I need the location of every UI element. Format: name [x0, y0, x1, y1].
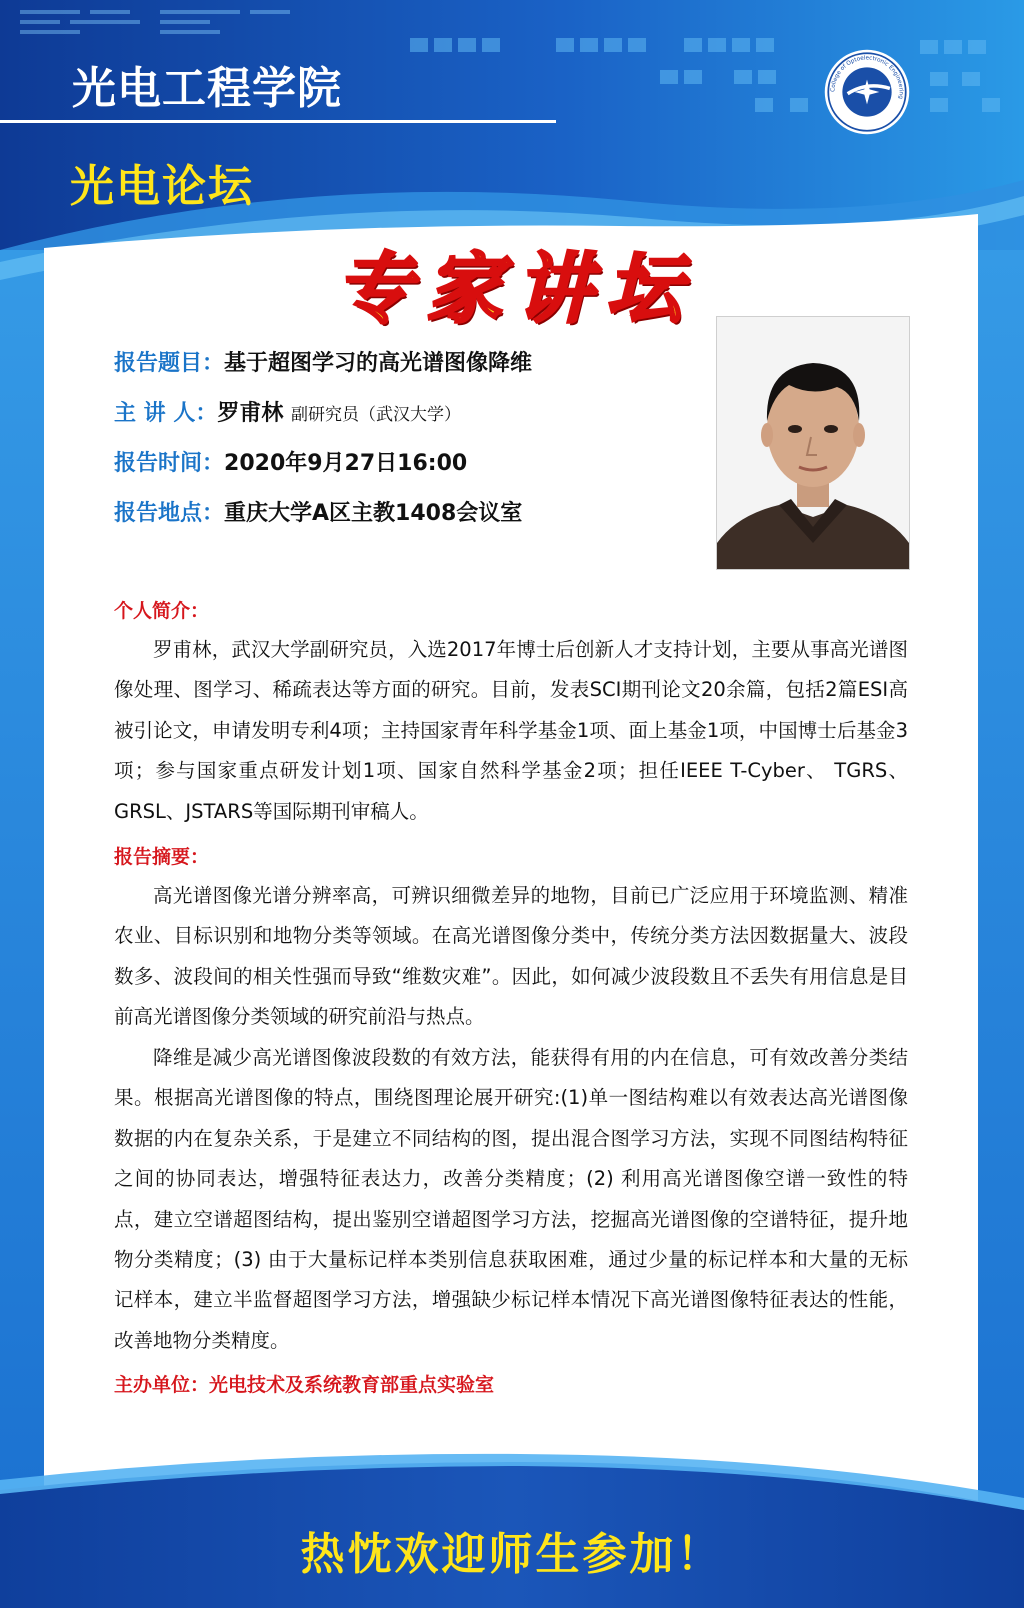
info-value: 基于超图学习的高光谱图像降维 [224, 351, 533, 376]
info-label: 报告时间： [114, 451, 225, 476]
info-time [114, 446, 467, 477]
welcome-slogan: 热忱欢迎师生参加！ [300, 1529, 724, 1580]
info-location [114, 496, 522, 527]
abstract-heading: 报告摘要： [114, 846, 210, 868]
info-label: 报告地点： [114, 501, 225, 526]
speaker-photo [716, 316, 910, 570]
college-logo [823, 48, 911, 136]
abstract-paragraph-2: 降维是减少高光谱图像波段数的有效方法，能获得有用的内在信息，可有效改善分类结果。根据高光谱图像的特点，围绕图理论展开研究:(1)单一图结构难以有效表达高光谱图像数据的内在复杂关系，于是建立不同结构的图，提出混合图学习方法，实现不同图结构特征之间的协同表达，增强特征表达力，改善分类精度；(2) 利用高光谱图像空谱一致性的特点，建立空谱超图结构，提出鉴别空谱超图学习方法，挖掘高光谱图像的空谱特征，提升地物分类精度；(3) 由于大量标记样本类别信息获取困难，通过少量的标记样本和大量的无标记样本，建立半监督超图学习方法，增强缺少标记样本情况下高光谱图像特征表达的性能，改善地物分类精度。 [114, 1046, 908, 1352]
header-divider [0, 120, 556, 123]
abstract-paragraph-1: 高光谱图像光谱分辨率高，可辨识细微差异的地物，目前已广泛应用于环境监测、精准农业、目标识别和地物分类等领域。在高光谱图像分类中，传统分类方法因数据量大、波段数多、波段间的相关性强而导致“维数灾难”。因此，如何减少波段数且不丢失有用信息是目前高光谱图像分类领域的研究前沿与热点。 [114, 884, 908, 1029]
bio-paragraph: 罗甫林，武汉大学副研究员，入选2017年博士后创新人才支持计划，主要从事高光谱图像处理、图学习、稀疏表达等方面的研究。目前，发表SCI期刊论文20余篇，包括2篇ESI高被引论文，申请发明专利4项；主持国家青年科学基金1项、面上基金1项，中国博士后基金3项；参与国家重点研发计划1项、国家自然科学基金2项；担任IEEE T-Cyber、 TGRS、GRSL、JSTARS等国际期刊审稿人。 [114, 638, 908, 823]
info-speaker [114, 396, 461, 427]
logo-ring-text: College of Optoelectronic Engineering [830, 55, 904, 100]
info-label: 报告题目： [114, 351, 225, 376]
bio-heading: 个人简介： [114, 600, 210, 622]
info-value: 罗甫林 [217, 401, 284, 426]
info-value: 2020年9月27日16:00 [224, 451, 468, 476]
forum-name: 光电论坛 [70, 161, 254, 212]
event-title: 专家讲坛 [336, 244, 696, 333]
info-topic [114, 346, 532, 377]
school-name: 光电工程学院 [72, 63, 342, 114]
info-label: 主 讲 人： [114, 401, 218, 426]
speaker-title: 副研究员（武汉大学） [291, 405, 462, 425]
organizer: 主办单位：光电技术及系统教育部重点实验室 [114, 1374, 495, 1396]
info-value: 重庆大学A区主教1408会议室 [224, 501, 523, 526]
